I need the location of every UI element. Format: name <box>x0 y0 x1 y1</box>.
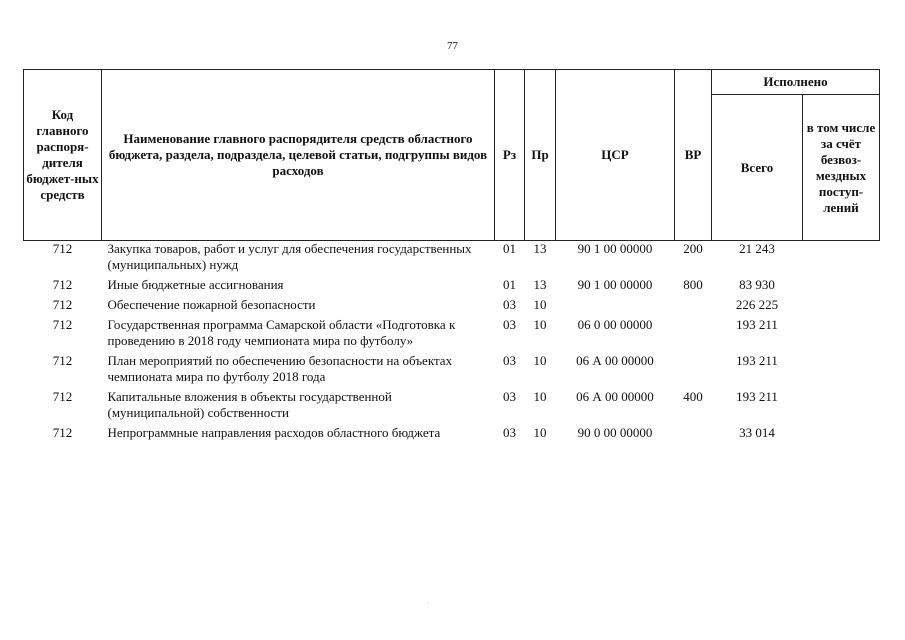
cell-pr: 13 <box>533 277 547 292</box>
cell-csr: 90 1 00 00000 <box>577 277 653 292</box>
header-code: Код главного распоря-дителя бюджет-ных средств <box>24 70 102 241</box>
header-incl: в том числе за счёт безвоз-мездных поступ-лений <box>803 95 880 241</box>
header-row-top <box>24 70 880 95</box>
cell-pr: 10 <box>533 389 547 404</box>
cell-incl <box>803 317 880 353</box>
table-row <box>24 353 880 389</box>
cell-rz: 01 <box>503 277 516 292</box>
cell-csr: 06 А 00 00000 <box>576 389 654 404</box>
cell-vr <box>675 297 712 317</box>
header-rz: Рз <box>495 70 525 241</box>
cell-pr: 10 <box>533 425 547 440</box>
cell-rz: 03 <box>503 317 516 332</box>
header-total: Всего <box>712 95 803 241</box>
cell-code: 712 <box>52 353 73 368</box>
cell-csr <box>556 297 675 317</box>
cell-name: Обеспечение пожарной безопасности <box>107 297 316 312</box>
cell-code: 712 <box>52 317 73 332</box>
header-name: Наименование главного распорядителя средств областного бюджета, раздела, подраздела, целевой статьи, подгруппы видов расходов <box>102 70 495 241</box>
cell-incl <box>803 425 880 445</box>
cell-name: Капитальные вложения в объекты государственной (муниципальной) собственности <box>107 389 392 420</box>
scan-speck: · <box>427 601 429 607</box>
cell-vr: 400 <box>683 389 703 404</box>
cell-total: 193 211 <box>736 353 778 368</box>
cell-rz: 03 <box>503 353 516 368</box>
cell-code: 712 <box>52 389 73 404</box>
cell-rz: 01 <box>503 241 516 256</box>
cell-incl <box>803 277 880 297</box>
header-csr: ЦСР <box>556 70 675 241</box>
cell-code: 712 <box>52 297 73 312</box>
cell-vr <box>675 353 712 389</box>
cell-csr: 90 1 00 00000 <box>577 241 653 256</box>
cell-rz: 03 <box>503 389 516 404</box>
cell-vr <box>675 425 712 445</box>
header-executed: Исполнено <box>712 70 880 95</box>
cell-incl <box>803 297 880 317</box>
table-row <box>24 317 880 353</box>
cell-code: 712 <box>52 241 73 256</box>
cell-rz: 03 <box>503 297 516 312</box>
cell-incl <box>803 241 880 278</box>
cell-total: 193 211 <box>736 317 778 332</box>
cell-pr: 13 <box>533 241 547 256</box>
cell-csr: 90 0 00 00000 <box>577 425 653 440</box>
page-number: 77 <box>447 40 458 52</box>
cell-code: 712 <box>52 425 73 440</box>
cell-name: План мероприятий по обеспечению безопасности на объектах чемпионата мира по футболу 2018 года <box>107 353 453 384</box>
expenditure-table <box>23 69 880 445</box>
cell-pr: 10 <box>533 353 547 368</box>
cell-pr: 10 <box>533 317 547 332</box>
table-row <box>24 277 880 297</box>
table-row <box>24 297 880 317</box>
cell-name: Государственная программа Самарской области «Подготовка к проведению в 2018 году чемпионата мира по футболу» <box>107 317 456 348</box>
table-row <box>24 389 880 425</box>
cell-rz: 03 <box>503 425 516 440</box>
table-row <box>24 241 880 278</box>
cell-code: 712 <box>52 277 73 292</box>
cell-csr: 06 А 00 00000 <box>576 353 654 368</box>
cell-total: 33 014 <box>739 425 775 440</box>
table-row <box>24 425 880 445</box>
cell-name: Непрограммные направления расходов областного бюджета <box>107 425 441 440</box>
cell-total: 193 211 <box>736 389 778 404</box>
cell-total: 226 225 <box>735 297 779 312</box>
cell-name: Иные бюджетные ассигнования <box>107 277 284 292</box>
cell-total: 83 930 <box>739 277 775 292</box>
cell-total: 21 243 <box>739 241 775 256</box>
header-vr: ВР <box>675 70 712 241</box>
table-body <box>24 241 880 446</box>
cell-csr: 06 0 00 00000 <box>577 317 653 332</box>
header-pr: Пр <box>525 70 556 241</box>
cell-vr: 800 <box>683 277 703 292</box>
cell-incl <box>803 389 880 425</box>
cell-name: Закупка товаров, работ и услуг для обеспечения государственных (муниципальных) нужд <box>107 241 472 272</box>
cell-incl <box>803 353 880 389</box>
cell-vr: 200 <box>683 241 703 256</box>
cell-vr <box>675 317 712 353</box>
cell-pr: 10 <box>533 297 547 312</box>
